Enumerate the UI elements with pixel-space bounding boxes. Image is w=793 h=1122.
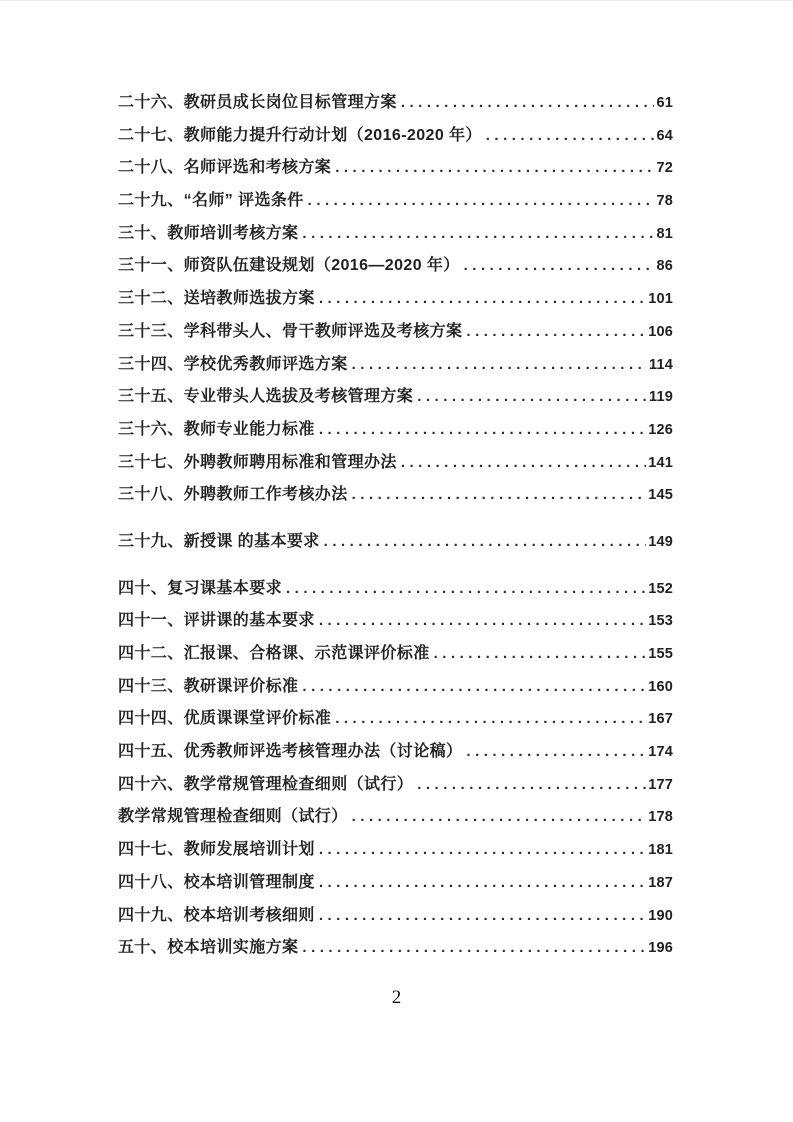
toc-entry-page-number: 149 [648,533,673,550]
toc-entry-title: 三十九、新授课 的基本要求 [118,532,320,550]
toc-entry[interactable] [118,834,673,867]
toc-entry[interactable] [118,736,673,769]
toc-entry-title: 教学常规管理检查细则（试行） [118,808,348,826]
toc-entry-page-number: 178 [648,809,673,826]
toc-entry-page-number: 126 [648,421,673,438]
toc-entry[interactable] [118,638,673,671]
toc-entry-title: 三十三、学科带头人、骨干教师评选及考核方案 [118,322,463,340]
toc-entry-page-number: 61 [656,95,673,111]
toc-entry-page-number: 153 [648,613,673,630]
toc-dot-leader [319,834,646,867]
toc-dot-leader [302,671,646,704]
toc-dot-leader [308,185,655,218]
toc-dot-leader [401,447,646,480]
toc-dot-leader [335,152,654,185]
toc-entry-page-number: 174 [648,744,673,761]
toc-entry-page-number: 81 [656,225,673,242]
toc-entry-title: 三十六、教师专业能力标准 [118,420,315,438]
toc-entry-page-number: 114 [649,356,673,373]
toc-entry[interactable] [118,381,673,414]
toc-entry-page-number: 101 [648,291,673,308]
toc-entry-page-number: 167 [648,711,673,728]
toc-entry-title: 二十八、名师评选和考核方案 [118,159,332,177]
toc-entry-title: 三十四、学校优秀教师评选方案 [118,355,348,373]
toc-dot-leader [319,283,646,316]
toc-dot-leader [302,218,654,251]
toc-entry-title: 四十九、校本培训考核细则 [118,906,315,924]
toc-entry-title: 四十、复习课基本要求 [118,579,283,597]
toc-entry-title: 四十七、教师发展培训计划 [118,841,315,859]
toc-entry-page-number: 155 [648,646,673,662]
toc-entry[interactable] [118,283,673,316]
toc-entry-title: 三十一、师资队伍建设规划（2016—2020 年） [118,257,460,275]
toc-entry-title: 二十六、教研员成长岗位目标管理方案 [118,94,397,111]
toc-entry-title: 四十四、优质课课堂评价标准 [118,710,332,728]
toc-entry-title: 四十六、教学常规管理检查细则（试行） [118,775,414,793]
toc-entry[interactable] [118,414,673,447]
toc-entry-title: 四十五、优秀教师评选考核管理办法（讨论稿） [118,743,463,761]
table-of-contents [0,1,793,965]
toc-dot-leader [434,638,647,671]
toc-entry[interactable] [118,152,673,185]
toc-entry-page-number: 64 [656,127,673,144]
toc-entry[interactable] [118,703,673,736]
toc-entry[interactable] [118,801,673,834]
toc-entry[interactable] [118,605,673,638]
toc-entry[interactable] [118,316,673,349]
toc-entry[interactable] [118,120,673,153]
toc-entry[interactable] [118,573,673,606]
toc-entry-title: 三十五、专业带头人选拔及考核管理方案 [118,388,414,406]
toc-entry[interactable] [118,218,673,251]
toc-entry-page-number: 72 [656,160,673,177]
toc-entry-title: 二十九、“名师” 评选条件 [118,192,304,210]
toc-dot-leader [302,932,646,965]
toc-entry[interactable] [118,671,673,704]
page-number: 2 [391,987,402,1008]
toc-entry[interactable] [118,87,673,120]
toc-entry-page-number: 106 [648,323,673,340]
toc-entry-page-number: 177 [648,776,673,793]
toc-dot-leader [319,605,646,638]
toc-entry-page-number: 152 [648,580,673,597]
toc-entry-page-number: 160 [648,678,673,695]
toc-entry[interactable] [118,900,673,933]
toc-dot-leader [286,573,646,606]
toc-dot-leader [401,87,655,120]
toc-dot-leader [352,801,647,834]
toc-entry-title: 四十二、汇报课、合格课、示范课评价标准 [118,645,430,662]
toc-entry-title: 五十、校本培训实施方案 [118,939,299,957]
toc-entry[interactable] [118,526,673,559]
toc-entry-title: 四十三、教研课评价标准 [118,677,299,695]
toc-entry[interactable] [118,769,673,802]
toc-entry-page-number: 187 [648,874,673,891]
toc-entry[interactable] [118,349,673,382]
toc-dot-leader [352,349,647,382]
toc-entry-title: 四十一、评讲课的基本要求 [118,612,315,630]
toc-entry[interactable] [118,479,673,512]
toc-entry-title: 二十七、教师能力提升行动计划（2016-2020 年） [118,126,482,144]
toc-entry-title: 三十七、外聘教师聘用标准和管理办法 [118,453,397,471]
toc-dot-leader [464,250,655,283]
toc-entry[interactable] [118,250,673,283]
toc-entry-title: 三十二、送培教师选拔方案 [118,290,315,308]
toc-dot-leader [319,414,646,447]
toc-entry-page-number: 141 [648,454,673,471]
toc-entry-title: 三十八、外聘教师工作考核办法 [118,486,348,504]
toc-entry[interactable] [118,932,673,965]
toc-entry-title: 三十、教师培训考核方案 [118,224,299,242]
toc-entry-page-number: 86 [656,258,673,275]
toc-dot-leader [352,479,647,512]
toc-dot-leader [319,867,646,900]
toc-dot-leader [417,381,647,414]
toc-entry-page-number: 78 [656,193,673,210]
toc-entry-page-number: 145 [648,487,673,504]
toc-entry[interactable] [118,867,673,900]
toc-entry-page-number: 181 [648,842,673,859]
toc-entry-page-number: 196 [648,940,673,957]
toc-dot-leader [324,526,647,559]
toc-entry-page-number: 119 [649,389,673,406]
toc-dot-leader [417,769,646,802]
toc-entry-page-number: 190 [648,907,673,924]
toc-dot-leader [466,316,646,349]
toc-entry[interactable] [118,185,673,218]
toc-dot-leader [466,736,646,769]
toc-dot-leader [486,120,655,153]
toc-entry[interactable] [118,447,673,480]
toc-entry-title: 四十八、校本培训管理制度 [118,873,315,891]
toc-dot-leader [335,703,646,736]
toc-dot-leader [319,900,646,933]
